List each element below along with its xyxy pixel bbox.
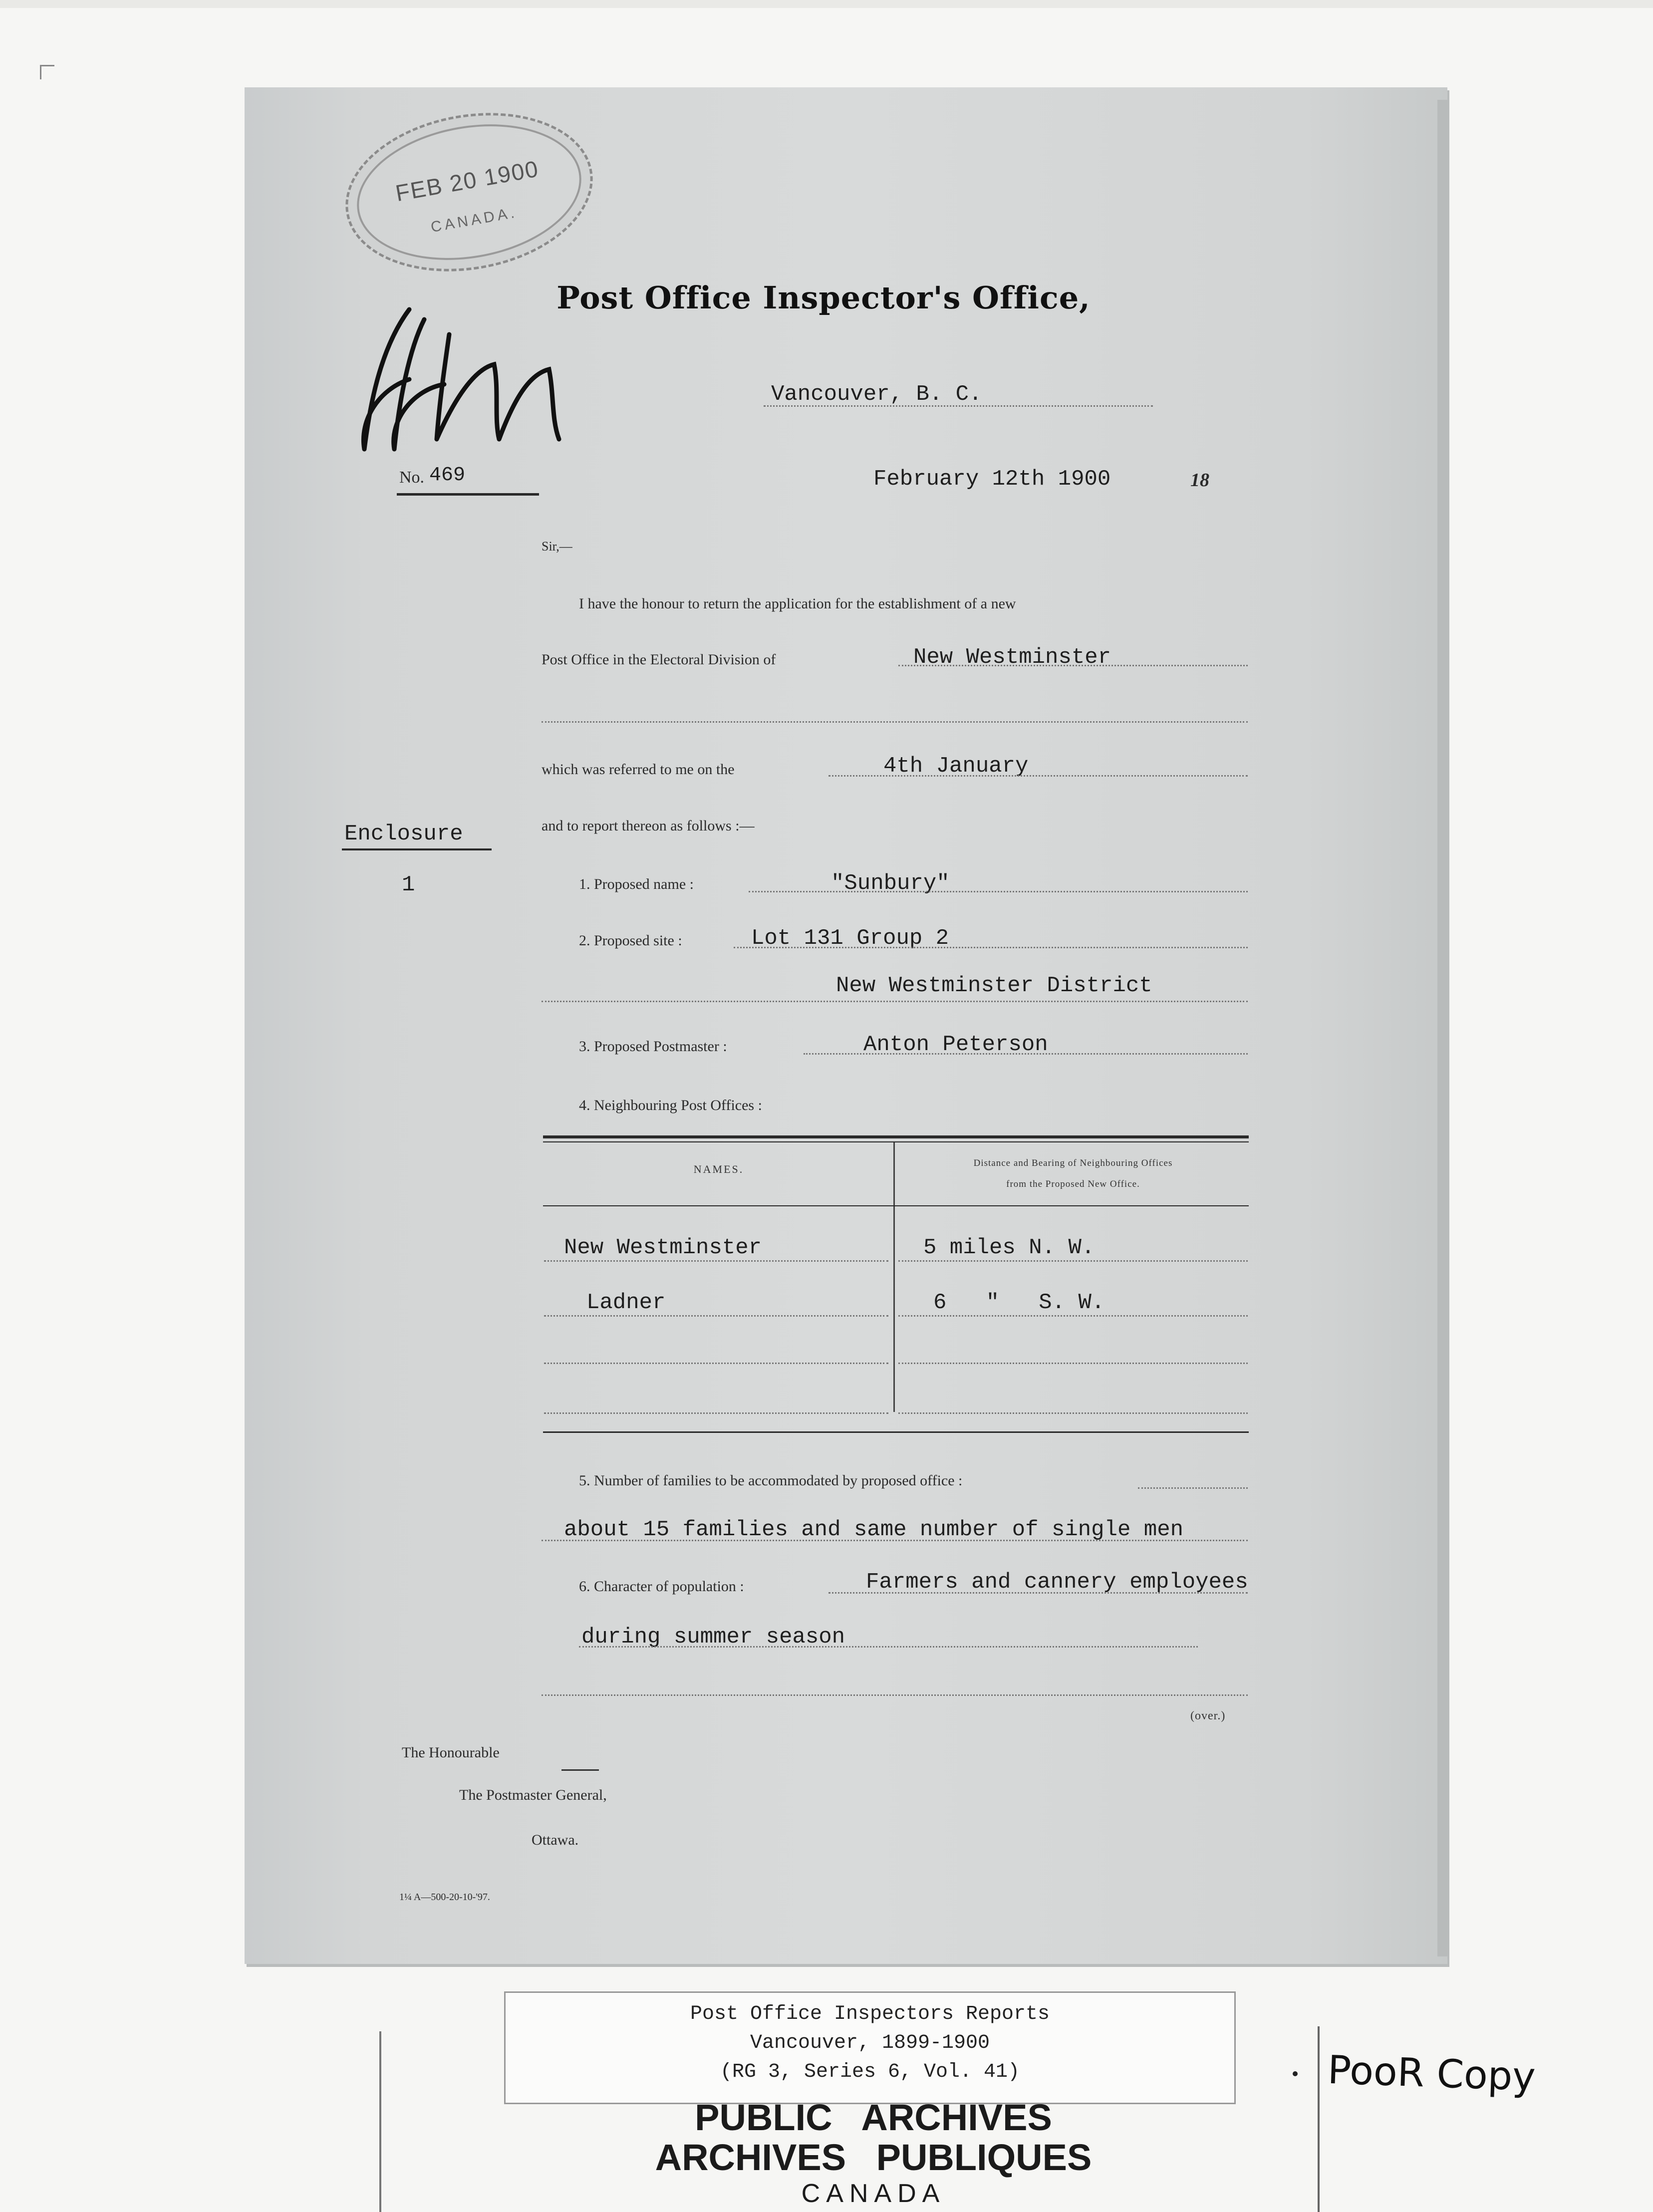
population-rule — [828, 1592, 1248, 1594]
frame-divider-left — [379, 2031, 381, 2212]
public-archives-french: ARCHIVES PUBLIQUES — [655, 2137, 1092, 2178]
scan-corner-mark — [40, 65, 54, 79]
site-rule — [734, 947, 1248, 948]
office-title: Post Office Inspector's Office, — [556, 279, 1091, 316]
proposed-site: Lot 131 Group 2 — [751, 926, 949, 951]
table-row-1-rule — [544, 1260, 888, 1262]
site-rule-2 — [542, 1001, 1248, 1002]
table-row-2-rule-b — [898, 1315, 1248, 1317]
archives-country: CANADA — [801, 2179, 946, 2208]
table-column-divider — [893, 1142, 895, 1412]
over-note: (over.) — [1190, 1709, 1226, 1722]
number-label: No. — [399, 468, 425, 487]
location-rule — [764, 405, 1153, 407]
table-top-rule — [543, 1135, 1249, 1138]
proposed-site-district: New Westminster District — [836, 973, 1152, 998]
proposed-postmaster-label: 3. Proposed Postmaster : — [579, 1038, 727, 1055]
table-header-rule — [543, 1205, 1249, 1206]
table-top-rule-thin — [543, 1141, 1249, 1142]
table-row-2-distance: 6 " S. W. — [933, 1290, 1105, 1315]
proposed-name-label: 1. Proposed name : — [579, 876, 694, 892]
archive-location-years: Vancouver, 1899-1900 — [750, 2032, 990, 2054]
addressee-line-2: The Postmaster General, — [459, 1787, 607, 1803]
handwritten-initials — [349, 289, 609, 469]
addressee-line-1: The Honourable — [402, 1744, 500, 1761]
addressee-dash — [561, 1769, 599, 1771]
division-rule — [898, 665, 1248, 666]
table-row-2-name: Ladner — [586, 1290, 666, 1315]
enclosure-underline — [342, 848, 492, 850]
table-row-1-distance: 5 miles N. W. — [923, 1235, 1095, 1260]
table-row-2-rule — [544, 1315, 888, 1317]
enclosure-label: Enclosure — [344, 822, 463, 846]
bullet-dot — [1293, 2071, 1298, 2076]
stamp-date: FEB 20 1900 — [393, 155, 541, 207]
proposed-name: "Sunbury" — [831, 871, 950, 896]
population-rule-2 — [579, 1646, 1198, 1648]
addressee-line-3: Ottawa. — [532, 1832, 579, 1848]
postmaster-rule — [804, 1053, 1248, 1055]
table-bottom-rule — [543, 1431, 1249, 1433]
families-label: 5. Number of families to be accommodated by proposed office : — [579, 1472, 963, 1489]
population-character: Farmers and cannery employees — [866, 1570, 1248, 1595]
public-archives-english: PUBLIC ARCHIVES — [695, 2097, 1052, 2138]
population-label: 6. Character of population : — [579, 1578, 744, 1595]
scan-top-edge — [0, 0, 1653, 8]
column-header-distance-line1: Distance and Bearing of Neighbouring Offices — [973, 1158, 1173, 1168]
families-count: about 15 families and same number of single men — [564, 1517, 1184, 1542]
table-row-4-rule-b — [898, 1412, 1248, 1414]
table-row-1-rule-b — [898, 1260, 1248, 1262]
table-row-4-rule — [544, 1412, 888, 1414]
proposed-postmaster: Anton Peterson — [863, 1032, 1048, 1057]
salutation: Sir,— — [542, 539, 572, 553]
page-edge-shadow — [1437, 100, 1448, 1956]
poor-copy-note: PooR Copy — [1327, 2047, 1536, 2100]
table-row-3-rule-b — [898, 1363, 1248, 1364]
neighbouring-offices-label: 4. Neighbouring Post Offices : — [579, 1097, 762, 1113]
body-line-4: and to report thereon as follows :— — [542, 818, 755, 834]
body-line-2: Post Office in the Electoral Division of — [542, 651, 776, 668]
name-rule — [749, 891, 1248, 892]
archive-series-title: Post Office Inspectors Reports — [690, 2003, 1050, 2025]
stamp-country: CANADA. — [429, 204, 519, 236]
body-line-1: I have the honour to return the application for the establishment of a new — [579, 595, 1016, 612]
column-header-distance — [898, 1153, 1248, 1195]
form-code: 1¼ A—500-20-10-'97. — [399, 1892, 490, 1903]
referred-date: 4th January — [883, 754, 1029, 779]
document-date: February 12th 1900 — [873, 467, 1111, 492]
archive-reference-label — [504, 1991, 1236, 2104]
population-character-line2: during summer season — [581, 1625, 845, 1650]
document-number: 469 — [429, 464, 466, 487]
location: Vancouver, B. C. — [771, 382, 982, 407]
body-line-3: which was referred to me on the — [542, 761, 735, 778]
number-underline — [397, 493, 539, 496]
table-row-3-rule — [544, 1363, 888, 1364]
column-header-distance-line2: from the Proposed New Office. — [1006, 1179, 1140, 1189]
archive-reference-number: (RG 3, Series 6, Vol. 41) — [720, 2061, 1020, 2083]
referred-rule — [828, 775, 1248, 777]
table-row-1-name: New Westminster — [564, 1235, 762, 1260]
year-prefix: 18 — [1190, 470, 1209, 491]
proposed-site-label: 2. Proposed site : — [579, 932, 682, 949]
electoral-division: New Westminster — [913, 645, 1111, 670]
population-rule-3 — [542, 1694, 1248, 1696]
column-header-names: NAMES. — [693, 1163, 744, 1175]
division-rule-2 — [542, 721, 1248, 723]
families-label-rule — [1138, 1487, 1248, 1489]
families-rule — [542, 1540, 1248, 1541]
enclosure-count: 1 — [402, 872, 415, 897]
